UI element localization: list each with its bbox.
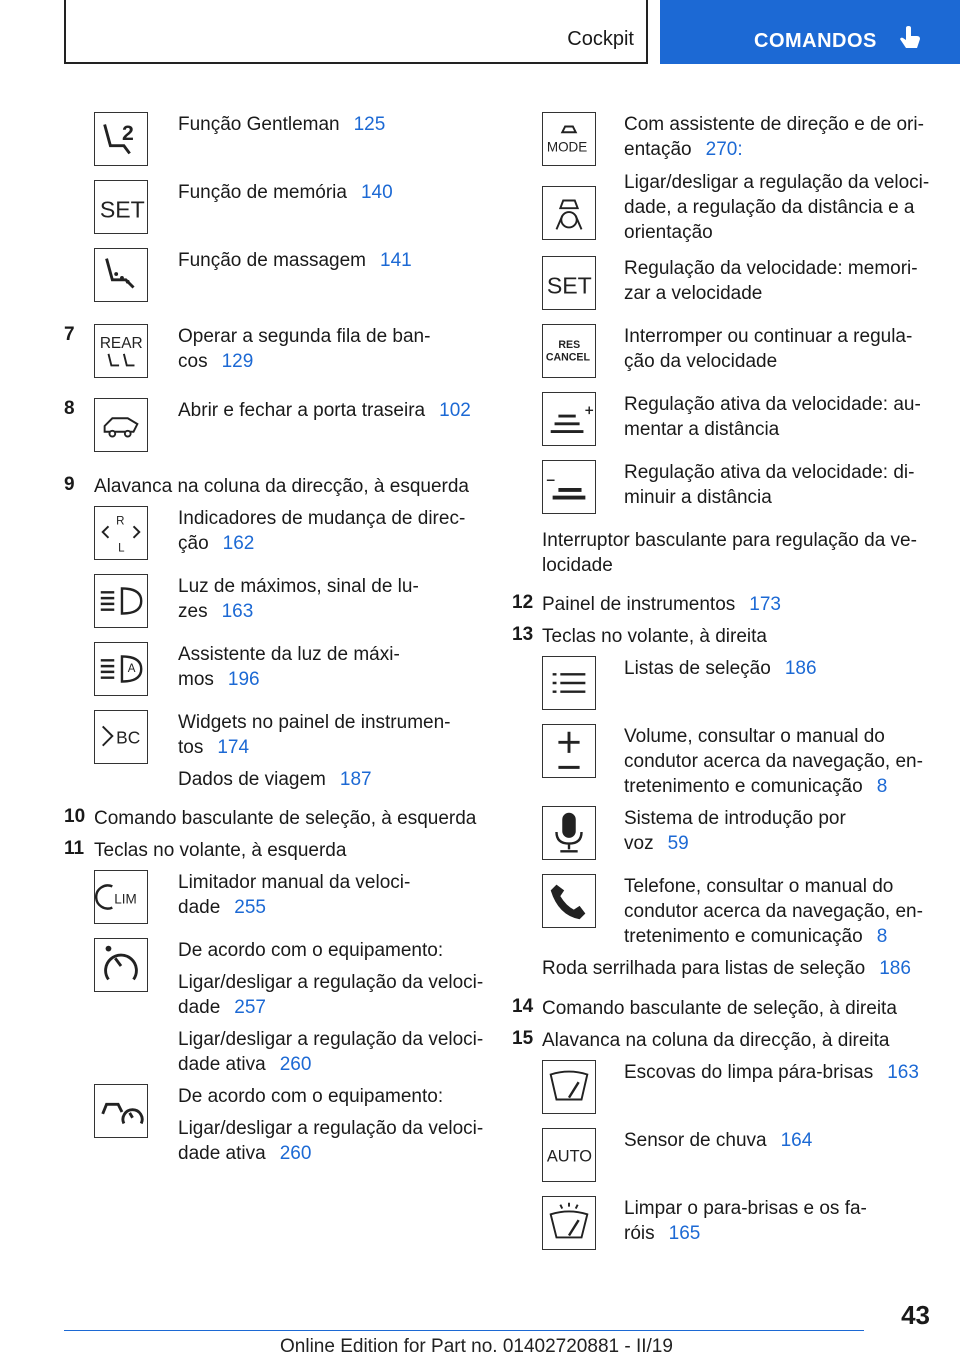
voice-input: Sistema de introdução por voz 59 [624,808,846,854]
steering-assist: Com assistente de direção e de ori- entação 270: [624,114,924,160]
item-number-12: 12 [512,592,534,613]
limiter-icon [94,870,148,924]
washer-icon [542,1196,596,1250]
high-beam-assist: Assistente da luz de máxi- mos 196 [178,644,400,690]
memory-function: Função de memória 140 [178,182,393,203]
massage-seat-icon [94,248,148,302]
edition-footer: Online Edition for Part no. 01402720881 - II/19 [280,1336,673,1357]
svg-text:REAR: REAR [99,335,143,353]
item-number-13: 13 [512,624,534,645]
bc-widget-icon [94,710,148,764]
rear-seats-operate: Operar a segunda fila de ban- cos 129 [178,326,431,372]
item-number-7: 7 [64,324,75,345]
right-rocker-heading: Comando basculante de seleção, à direita [542,998,897,1019]
speed-interrupt-resume: Interromper ou continuar a regula- ção da velocidade [624,326,913,372]
distance-increase: Regulação ativa da velocidade: au- mentar a distância [624,394,921,440]
turn-signal-icon [94,506,148,560]
distance-decrease: Regulação ativa da velocidade: di- minuir a distância [624,462,915,508]
windshield-wipers: Escovas do limpa pára-brisas 163 [624,1062,919,1083]
speed-rocker-switch: Interruptor basculante para regulação da ve- locidade [542,530,917,576]
svg-text:A: A [127,662,136,675]
right-stalk-heading: Alavanca na coluna da direcção, à direita [542,1030,890,1051]
res-cancel-icon [542,324,596,378]
svg-text:RES: RES [558,339,581,352]
mode-icon [542,112,596,166]
svg-text:2: 2 [121,121,134,145]
high-beam: Luz de máximos, sinal de lu- zes 163 [178,576,419,622]
speed-memorize: Regulação da velocidade: memori- zar a velocidade [624,258,918,304]
gentleman-seat-icon [94,112,148,166]
left-wheel-keys-heading: Teclas no volante, à esquerda [94,840,347,861]
tailgate-open-close: Abrir e fechar a porta traseira 102 [178,400,471,421]
telephone: Telefone, consultar o manual do condutor acerca da navegação, en- tretenimento e comunicação 8 [624,876,923,947]
header-chapter-box [660,0,960,64]
item-number-8: 8 [64,398,75,419]
distance-minus-icon [542,460,596,514]
tailgate-icon [94,398,148,452]
instrument-cluster: Painel de instrumentos 173 [542,594,781,615]
turn-signal: Indicadores de mudança de direc- ção 162 [178,508,466,554]
phone-icon [542,874,596,928]
widgets-instrument: Widgets no painel de instrumen- tos 174 Dados de viagem 187 [178,712,451,790]
volume: Volume, consultar o manual do condutor acerca da navegação, en- tretenimento e comunicação 8 [624,726,923,797]
item-number-10: 10 [64,806,86,827]
svg-text:MODE: MODE [546,139,588,155]
header-chapter-title: COMANDOS [754,30,877,52]
footer-divider [64,1330,864,1331]
knurled-wheel: Roda serrilhada para listas de seleção 186 [542,958,911,979]
active-cruise-icon [94,1084,148,1138]
cruise-control-icon [94,938,148,992]
distance-plus-icon [542,392,596,446]
speed-set-icon [542,256,596,310]
svg-text:AUTO: AUTO [546,1147,593,1166]
item-number-15: 15 [512,1028,534,1049]
microphone-icon [542,806,596,860]
svg-text:CANCEL: CANCEL [545,351,590,364]
wiper-icon [542,1060,596,1114]
windshield-headlight-wash: Limpar o para-brisas e os fa- róis 165 [624,1198,867,1244]
item-number-14: 14 [512,996,534,1017]
svg-text:R: R [116,515,125,528]
page-number: 43 [901,1300,930,1330]
auto-rain-sensor-icon [542,1128,596,1182]
svg-text:SET: SET [546,272,592,299]
header-section-box [64,0,648,64]
item-number-11: 11 [64,838,85,859]
list-icon [542,656,596,710]
memory-set-icon [94,180,148,234]
right-wheel-keys-heading: Teclas no volante, à direita [542,626,767,647]
svg-text:SET: SET [99,196,145,223]
rear-seats-icon [94,324,148,378]
high-beam-assist-icon [94,642,148,696]
hand-pointer-icon [900,26,922,52]
svg-text:L: L [118,542,125,555]
selection-lists: Listas de seleção 186 [624,658,817,679]
cruise-distance-orientation: Ligar/desligar a regulação da veloci- dade, a regulação da distância e a orientação [624,172,930,243]
high-beam-icon [94,574,148,628]
left-rocker-heading: Comando basculante de seleção, à esquerda [94,808,477,829]
left-stalk-heading: Alavanca na coluna da direcção, à esquerda [94,476,469,497]
steering-assist-icon [542,186,596,240]
volume-icon [542,724,596,778]
svg-text:BC: BC [116,727,141,748]
rain-sensor: Sensor de chuva 164 [624,1130,813,1151]
header-section-title: Cockpit [567,28,634,50]
svg-text:LIM: LIM [114,891,137,907]
manual-speed-limiter: Limitador manual da veloci- dade 255 [178,872,411,918]
cruise-control-toggle: De acordo com o equipamento: Ligar/desligar a regulação da veloci- dade 257 Ligar/desligar a regulação da veloci- dade ativa 260 [178,940,484,1075]
item-number-9: 9 [64,474,75,495]
massage-function: Função de massagem 141 [178,250,412,271]
active-cruise-toggle: De acordo com o equipamento: Ligar/desligar a regulação da veloci- dade ativa 260 [178,1086,484,1164]
gentleman-function: Função Gentleman 125 [178,114,386,135]
